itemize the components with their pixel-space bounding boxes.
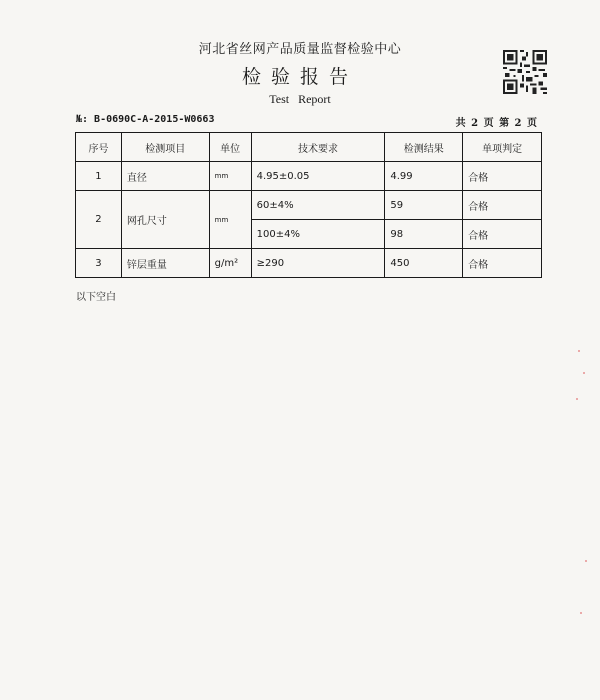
row-item: 锌层重量	[121, 249, 209, 278]
report-title-cn: 检验报告	[241, 66, 358, 88]
results-table	[75, 132, 542, 278]
row-unit: mm	[209, 191, 251, 249]
row-requirement: 100±4%	[251, 220, 385, 249]
table-header-row	[76, 133, 542, 162]
row-no: 1	[76, 162, 122, 191]
paper-speck	[580, 612, 582, 614]
header-no: 序号	[76, 133, 122, 162]
table-row	[76, 249, 542, 278]
row-result: 98	[385, 220, 463, 249]
row-verdict: 合格	[463, 220, 542, 249]
header-result: 检测结果	[385, 133, 463, 162]
table-row	[76, 162, 542, 191]
report-title-en: Test Report	[269, 92, 331, 106]
row-item: 网孔尺寸	[121, 191, 209, 249]
paper-speck	[576, 398, 578, 400]
paper-speck	[585, 560, 587, 562]
row-result: 450	[385, 249, 463, 278]
row-requirement: 60±4%	[251, 191, 385, 220]
qr-code-icon	[503, 50, 547, 94]
row-requirement: ≥290	[251, 249, 385, 278]
header-item: 检测项目	[121, 133, 209, 162]
header-verdict: 单项判定	[463, 133, 542, 162]
row-item: 直径	[121, 162, 209, 191]
row-unit: g/m²	[209, 249, 251, 278]
row-result: 4.99	[385, 162, 463, 191]
paper-speck	[583, 372, 585, 374]
table-row	[76, 191, 542, 220]
row-no: 3	[76, 249, 122, 278]
paper-speck	[578, 350, 580, 352]
row-verdict: 合格	[463, 162, 542, 191]
row-unit: mm	[209, 162, 251, 191]
page-info: 共 2 页 第 2 页	[455, 118, 538, 129]
organization-name: 河北省丝网产品质量监督检验中心	[198, 42, 402, 57]
row-verdict: 合格	[463, 191, 542, 220]
header-requirement: 技术要求	[251, 133, 385, 162]
report-number: №: B-0690C-A-2015-W0663	[76, 114, 215, 125]
row-requirement: 4.95±0.05	[251, 162, 385, 191]
row-result: 59	[385, 191, 463, 220]
blank-below-note: 以下空白	[76, 292, 116, 303]
row-no: 2	[76, 191, 122, 249]
header-unit: 单位	[209, 133, 251, 162]
row-verdict: 合格	[463, 249, 542, 278]
